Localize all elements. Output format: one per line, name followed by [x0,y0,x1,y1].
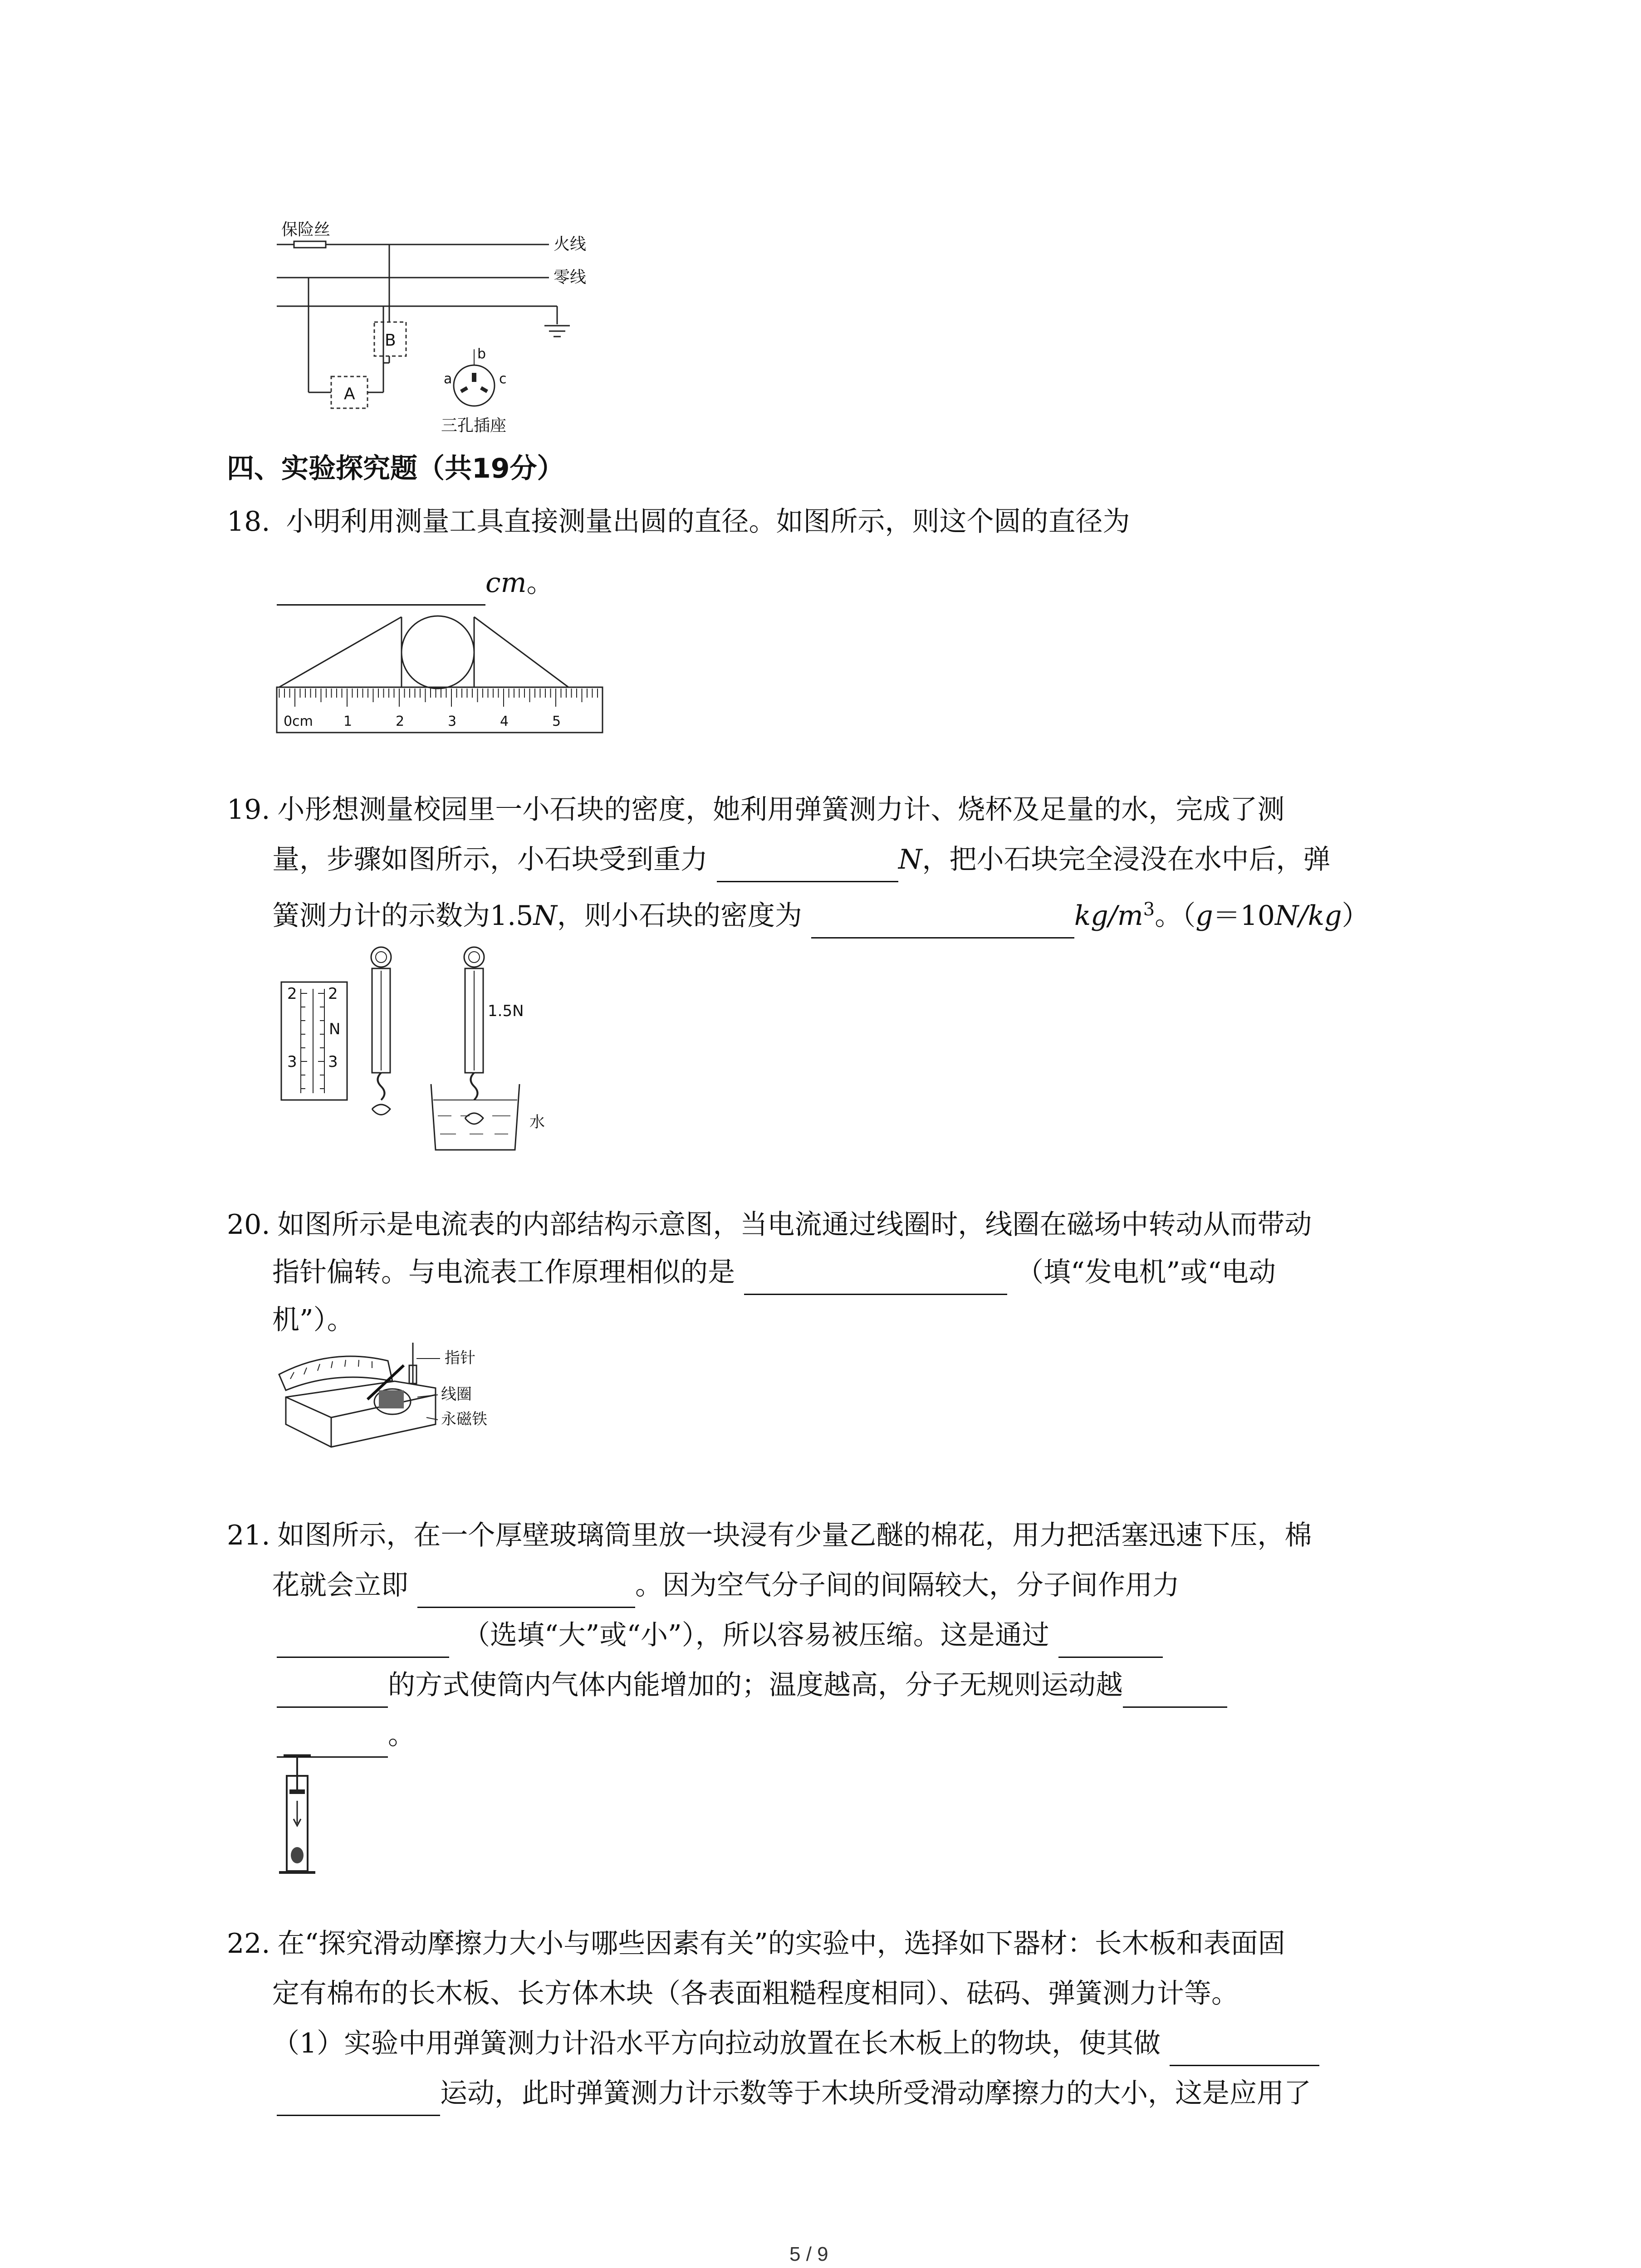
ruler-label: 5 [552,714,561,729]
ruler-figure [274,594,610,739]
q20-answer-blank[interactable] [744,1262,1007,1295]
circle-object [402,616,474,689]
svg-text:B: B [385,331,396,350]
section-title: 四、实验探究题（共19分） [227,453,564,484]
q21-blank-4a[interactable] [1123,1675,1227,1708]
q22-blank-1a[interactable] [1170,2033,1319,2066]
page-number: 5 / 9 [789,2243,828,2265]
ruler-label: 3 [448,714,457,729]
q21-line1: 21. 如图所示，在一个厚壁玻璃筒里放一块浸有少量乙醚的棉花，用力把活塞迅速下压，棉 [227,1520,1312,1551]
magnet-label: 永磁铁 [441,1410,487,1428]
pointer-label: 指针 [445,1349,475,1367]
q18-line2: cm。 [277,560,554,606]
ruler-label: 0cm [284,714,313,729]
q21-line5: 。 [277,1712,415,1758]
socket-label: 三孔插座 [441,416,507,435]
glass-tube-figure [272,1751,322,1882]
svg-text:a: a [444,371,452,387]
circuit-figure [272,213,626,440]
neutral-wire-label: 零线 [554,268,587,287]
q21-line2: 花就会立即 。因为空气分子间的间隔较大，分子间作用力 [272,1563,1180,1608]
q19-line1: 19. 小彤想测量校园里一小石块的密度，她利用弹簧测力计、烧杯及足量的水，完成了测 [227,794,1285,826]
q22-line2: 定有棉布的长木板、长方体木块（各表面粗糙程度相同）、砝码、弹簧测力计等。 [272,1978,1239,2009]
svg-text:2: 2 [328,985,338,1003]
ruler-label: 2 [396,714,405,729]
spring-scale-figure [279,943,560,1157]
q19-gravity-blank[interactable] [717,849,898,882]
q21-blank-3b[interactable] [277,1675,388,1708]
svg-text:3: 3 [287,1053,297,1071]
fuse-symbol [294,241,326,248]
ammeter-figure [277,1338,531,1456]
svg-text:2: 2 [287,985,297,1003]
q21-line3: （选填“大”或“小”），所以容易被压缩。这是通过 [277,1613,1163,1658]
q21-blank-2[interactable] [277,1625,449,1658]
svg-text:c: c [499,371,507,387]
water-label: 水 [529,1113,545,1131]
q18-number: 18. [227,506,270,538]
q20-line3: 机”）。 [272,1304,354,1336]
q21-line4: 的方式使筒内气体内能增加的；温度越高，分子无规则运动越 [277,1662,1227,1708]
q22-line1: 22. 在“探究滑动摩擦力大小与哪些因素有关”的实验中，选择如下器材：长木板和表面固 [227,1928,1285,1960]
q20-line1: 20. 如图所示是电流表的内部结构示意图，当电流通过线圈时，线圈在磁场中转动从而带动 [227,1209,1312,1241]
q21-blank-1[interactable] [417,1575,635,1608]
ruler-label: 1 [343,714,353,729]
q19-line2: 量，步骤如图所示，小石块受到重力 N，把小石块完全浸没在水中后，弹 [272,837,1331,882]
reading-label: 1.5N [488,1002,524,1020]
q20-line2: 指针偏转。与电流表工作原理相似的是 （填“发电机”或“电动 [272,1250,1276,1295]
live-wire-label: 火线 [554,235,587,254]
socket-symbol [454,365,495,406]
q19-density-blank[interactable] [811,905,1074,938]
q22-blank-1b[interactable] [277,2083,440,2116]
q18-line1 [227,499,1130,544]
svg-text:b: b [477,346,486,362]
svg-text:A: A [344,385,355,403]
svg-text:N: N [329,1020,341,1038]
q22-line4: 运动，此时弹簧测力计示数等于木块所受滑动摩擦力的大小，这是应用了 [277,2071,1311,2116]
q22-line3: （1）实验中用弹簧测力计沿水平方向拉动放置在长木板上的物块，使其做 [272,2021,1319,2066]
fuse-label: 保险丝 [281,220,331,239]
q19-line3: 簧测力计的示数为1.5N，则小石块的密度为 $kg/m^3$。（g＝10N/kg） [272,887,1369,938]
ruler-label: 4 [500,714,509,729]
coil-label: 线圈 [441,1385,472,1403]
q18-text: 小明利用测量工具直接测量出圆的直径。如图所示，则这个圆的直径为 [286,506,1130,538]
svg-text:3: 3 [328,1053,338,1071]
q21-blank-3a[interactable] [1058,1625,1163,1658]
